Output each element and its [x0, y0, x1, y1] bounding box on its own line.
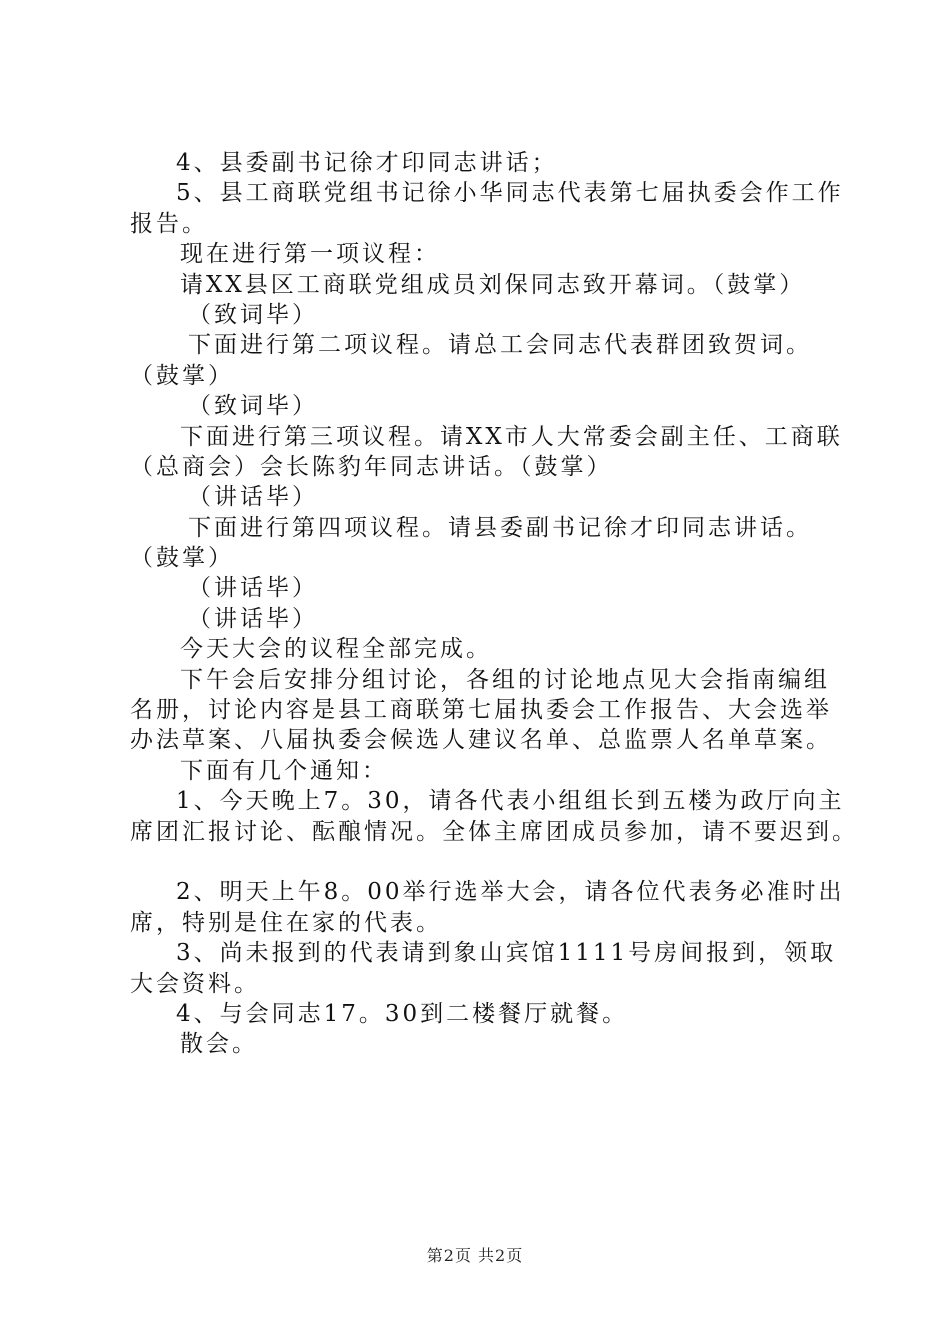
text-line: （鼓掌） — [130, 362, 234, 389]
document-body — [130, 148, 858, 1060]
text-line: 席团汇报讨论、酝酿情况。全体主席团成员参加，请不要迟到。 — [130, 818, 858, 845]
text-line: （讲话毕） — [188, 605, 318, 632]
text-line: 下面进行第二项议程。请总工会同志代表群团致贺词。 — [188, 332, 812, 359]
text-line: 席，特别是住在家的代表。 — [130, 909, 442, 936]
text-line: 下面进行第三项议程。请XX市人大常委会副主任、工商联 — [180, 423, 843, 450]
text-line: （讲话毕） — [188, 484, 318, 511]
text-line: 3、尚未报到的代表请到象山宾馆1111号房间报到，领取 — [176, 940, 837, 967]
text-line: （讲话毕） — [188, 575, 318, 602]
text-line: （致词毕） — [188, 393, 318, 420]
text-line: 4、县委副书记徐才印同志讲话； — [176, 150, 558, 176]
text-line: 办法草案、八届执委会候选人建议名单、总监票人名单草案。 — [130, 727, 832, 754]
text-line: （总商会）会长陈豹年同志讲话。（鼓掌） — [130, 453, 613, 480]
text-line: 5、县工商联党组书记徐小华同志代表第七届执委会作工作 — [176, 180, 844, 207]
text-line: 今天大会的议程全部完成。 — [180, 636, 492, 663]
text-line: 请XX县区工商联党组成员刘保同志致开幕词。（鼓掌） — [180, 271, 806, 298]
text-line: 1、今天晚上7。30，请各代表小组组长到五楼为政厅向主 — [176, 788, 845, 815]
text-line: 2、明天上午8。00举行选举大会，请各位代表务必准时出 — [176, 879, 845, 906]
text-line: （致词毕） — [188, 301, 318, 328]
text-line: 名册，讨论内容是县工商联第七届执委会工作报告、大会选举 — [130, 697, 832, 724]
page-number-footer: 第2页 共2页 — [426, 1246, 524, 1265]
text-line: 下面进行第四项议程。请县委副书记徐才印同志讲话。 — [188, 514, 812, 541]
text-line: 下面有几个通知： — [180, 757, 388, 784]
text-line: 下午会后安排分组讨论，各组的讨论地点见大会指南编组 — [180, 666, 830, 693]
text-line: 现在进行第一项议程： — [180, 241, 440, 268]
blank-line — [130, 847, 830, 877]
text-line: （鼓掌） — [130, 545, 234, 572]
text-line: 4、与会同志17。30到二楼餐厅就餐。 — [176, 1000, 629, 1027]
text-line: 散会。 — [180, 1031, 258, 1058]
text-line: 大会资料。 — [130, 970, 260, 997]
text-line: 报告。 — [130, 210, 208, 237]
